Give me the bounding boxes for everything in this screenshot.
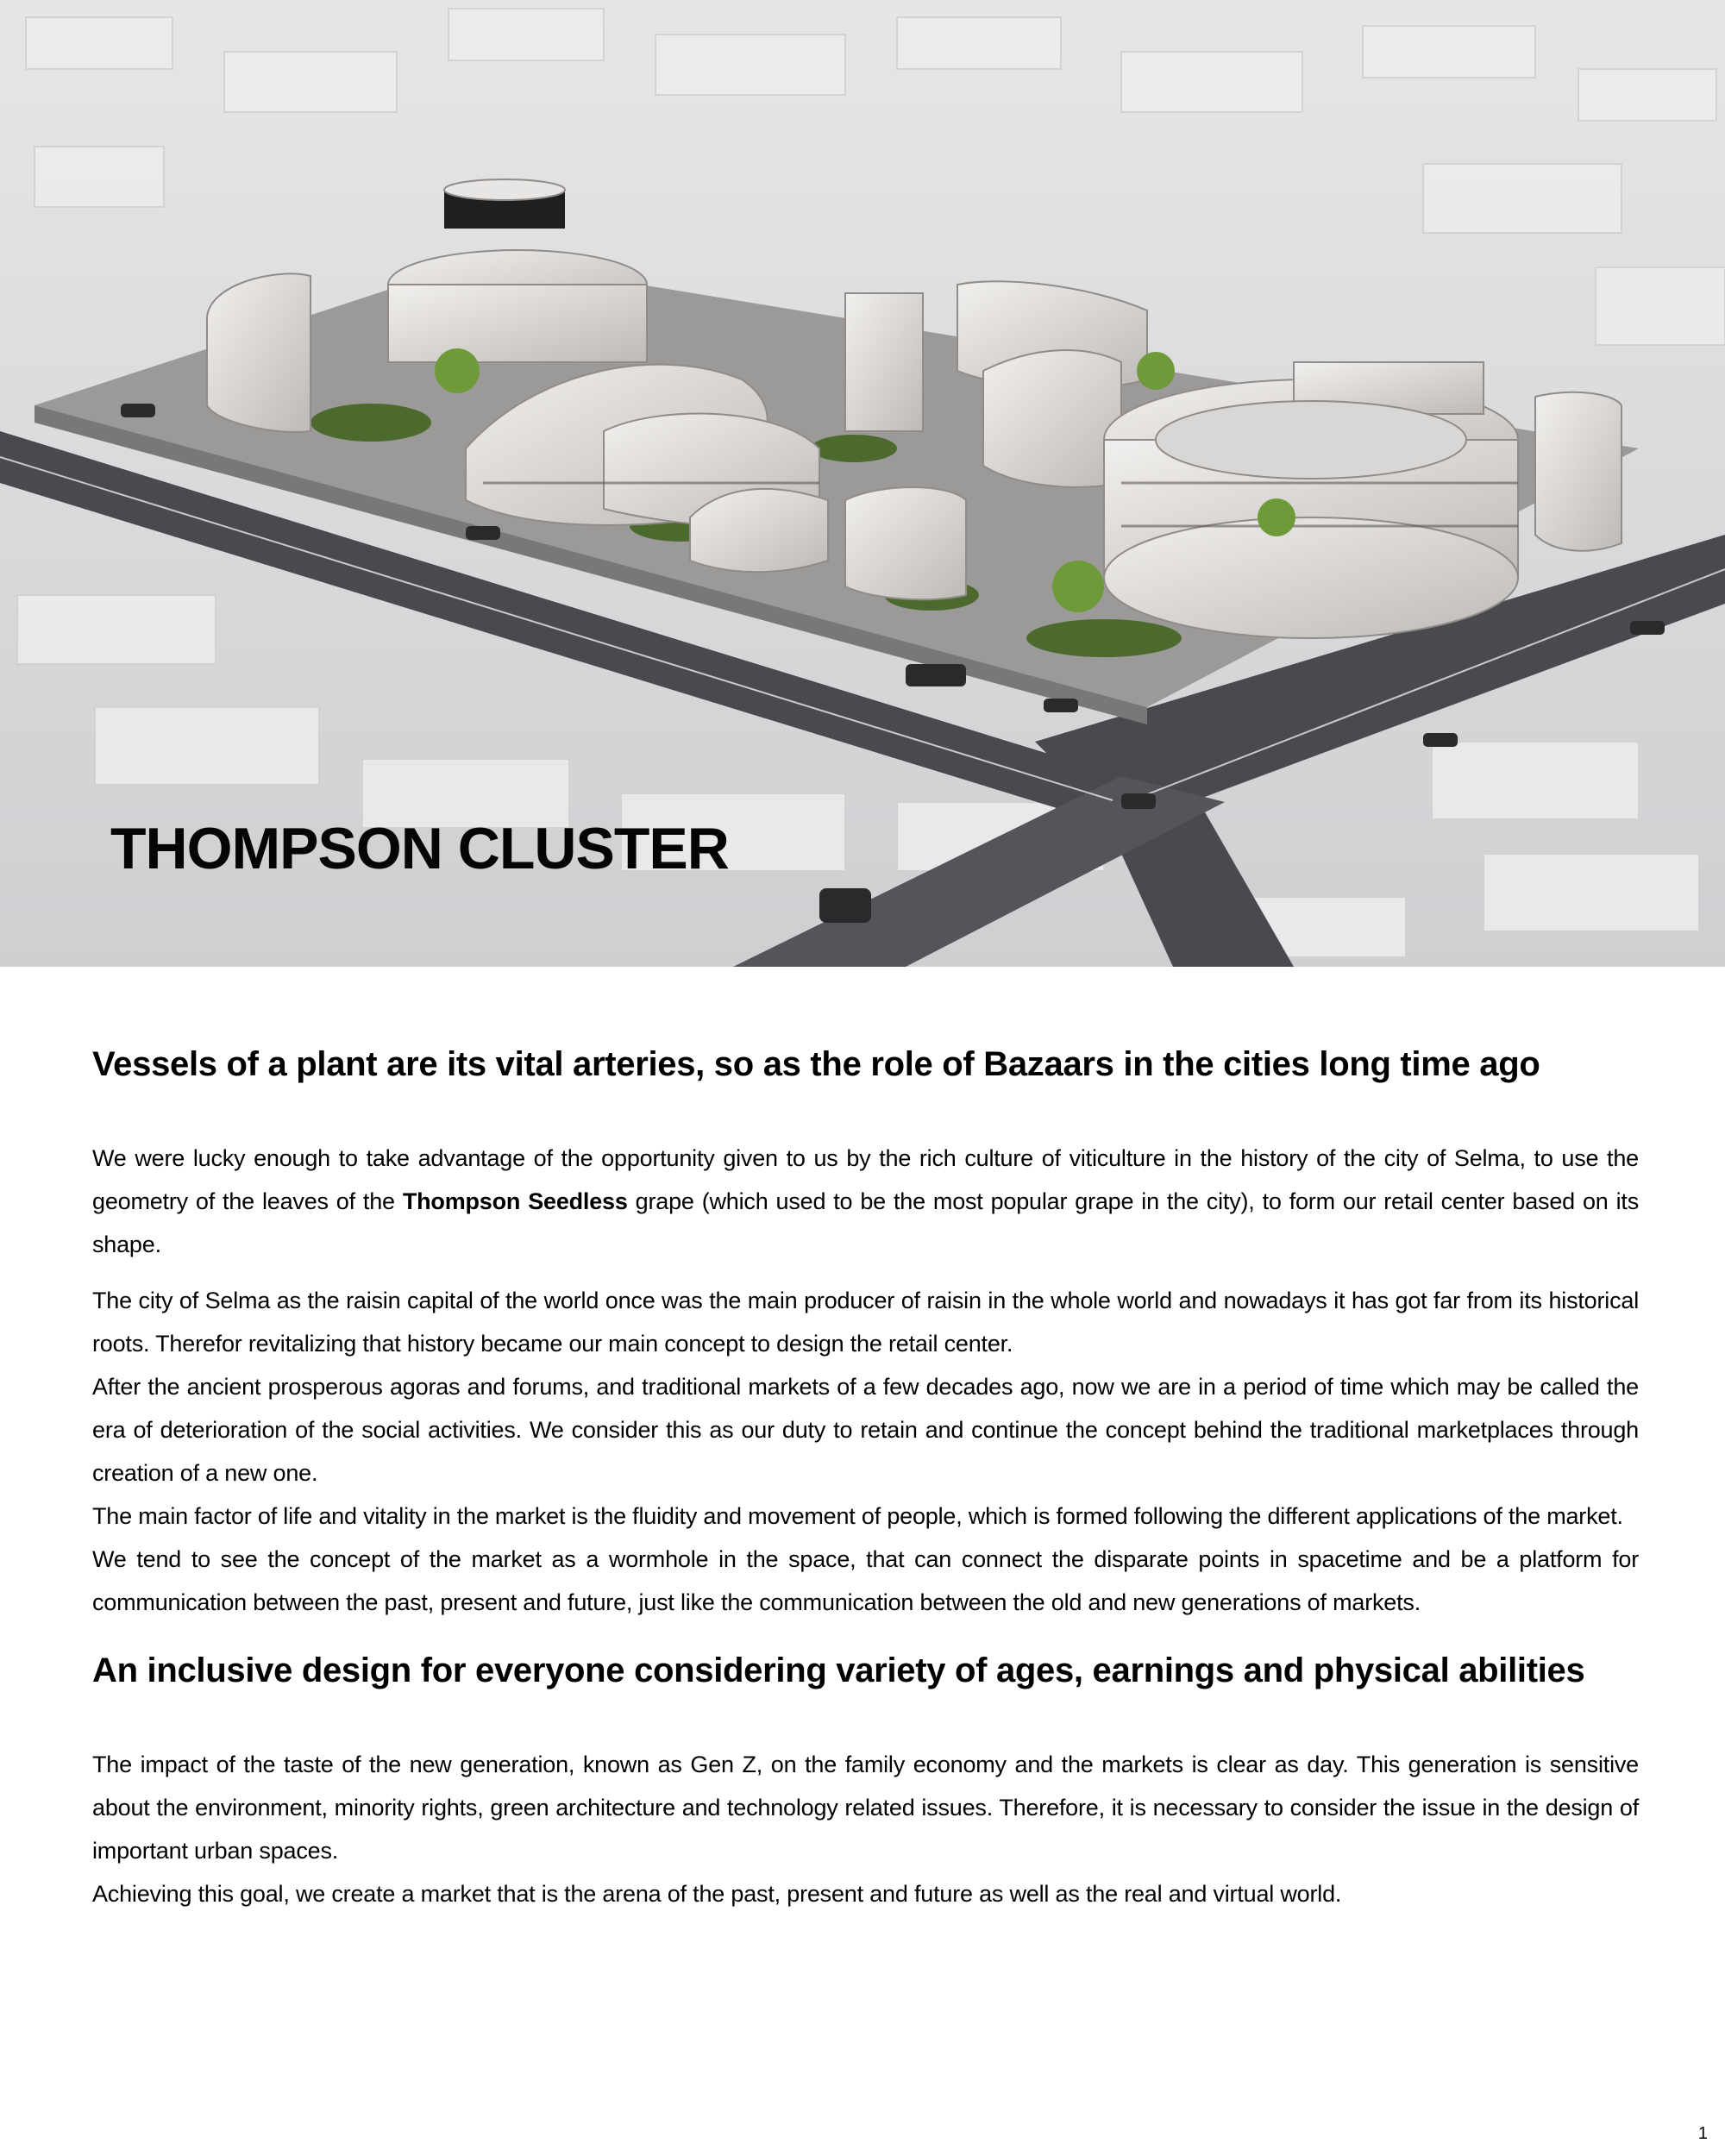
hero-rendering: [0, 0, 1725, 967]
paragraph: [92, 1137, 1639, 1266]
page-number: 1: [1697, 2124, 1708, 2143]
grape-variety-bold: Thompson Seedless: [402, 1188, 628, 1214]
paragraph: The impact of the taste of the new generation, known as Gen Z, on the family economy and the markets is clear as day. This generation is sensitive about the environment, minority rights, green architecture and technology related issues. Therefore, it is necessary to consider the issue in the design of important urban spaces.: [92, 1752, 1639, 1864]
paragraph: The main factor of life and vitality in the market is the fluidity and movement of people, which is formed following the different applications of the market.: [92, 1503, 1623, 1529]
paragraph: Achieving this goal, we create a market that is the arena of the past, present and future as well as the real and virtual world.: [92, 1881, 1342, 1907]
article-body: [92, 1044, 1639, 1915]
paragraph-text: We were lucky enough to take advantage of the opportunity given to us by the rich culture of viticulture in the history of the city of Selma, to use the geometry of the leaves of the: [92, 1145, 1639, 1214]
paragraph: The city of Selma as the raisin capital of the world once was the main producer of raisin in the whole world and nowadays it has got far from its historical roots. Therefor revitalizing that history became our main concept to design the retail center.: [92, 1288, 1639, 1357]
paragraph: We tend to see the concept of the market as a wormhole in the space, that can connect the disparate points in spacetime and be a platform for communication between the past, present and future, just like the communication between the old and new generations of markets.: [92, 1546, 1639, 1615]
section-heading-vessels: Vessels of a plant are its vital arteries, so as the role of Bazaars in the cities long time ago: [92, 1045, 1540, 1083]
paragraph: After the ancient prosperous agoras and forums, and traditional markets of a few decades ago, now we are in a period of time which may be called the era of deterioration of the social activities. We consider this as our duty to retain and continue the concept behind the traditional marketplaces through creation of a new one.: [92, 1374, 1639, 1486]
section-heading-inclusive: An inclusive design for everyone considering variety of ages, earnings and physical abilities: [92, 1651, 1585, 1689]
page-title: THOMPSON CLUSTER: [110, 816, 729, 881]
paragraph-text: grape (which used to be the most popular grape in the city), to form our retail center based on its shape.: [92, 1188, 1639, 1257]
